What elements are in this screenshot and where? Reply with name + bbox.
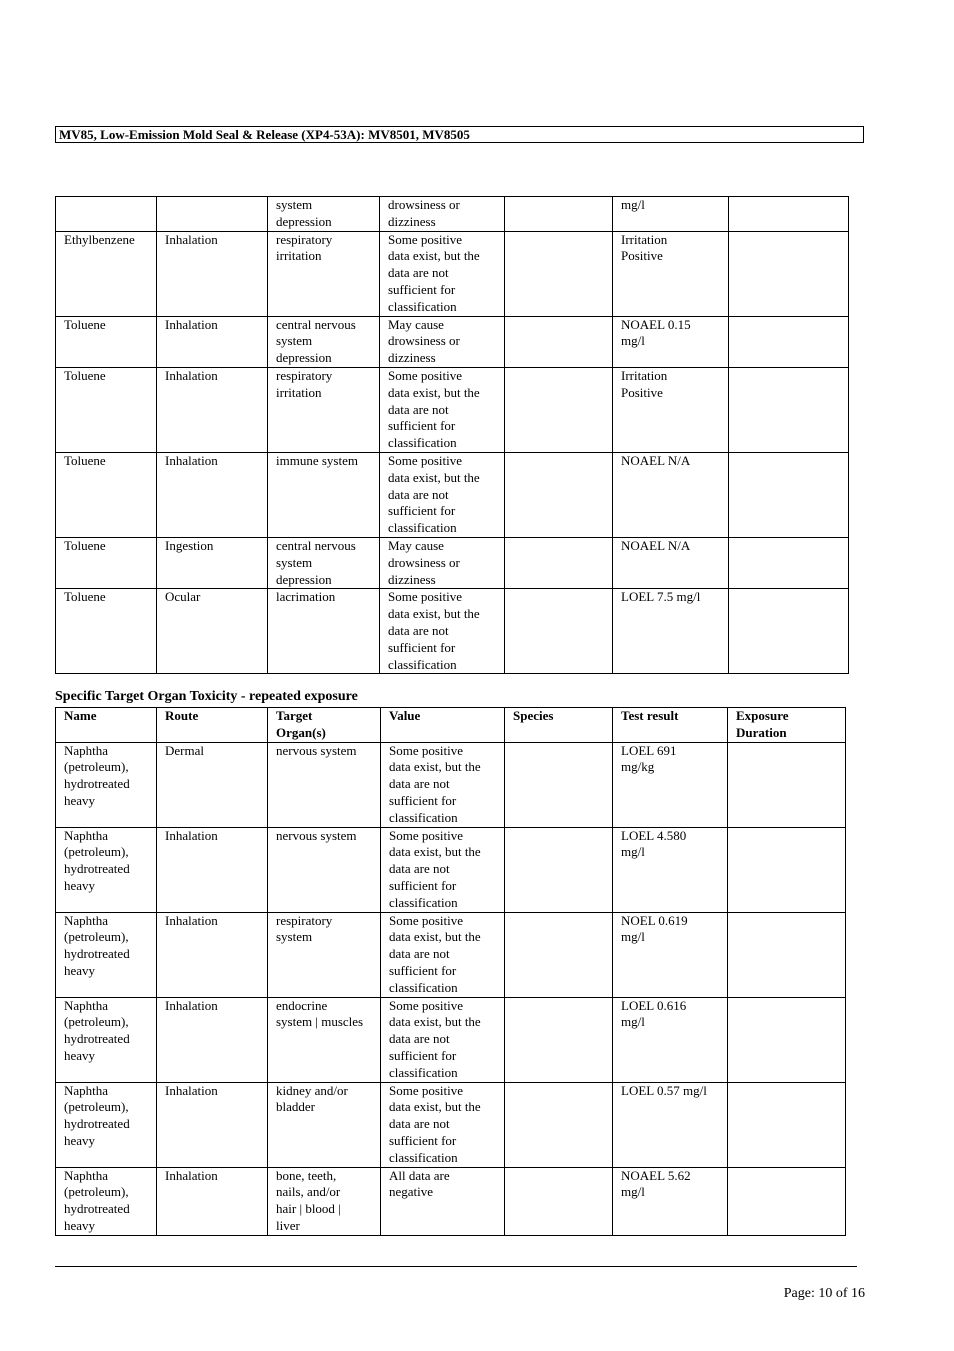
species-cell bbox=[505, 997, 613, 1082]
name-cell: Toluene bbox=[56, 367, 157, 452]
species-cell bbox=[505, 742, 613, 827]
page-number: Page: 10 of 16 bbox=[783, 1286, 865, 1301]
test-result-cell: mg/l bbox=[613, 197, 729, 232]
route-cell: Inhalation bbox=[157, 1167, 268, 1235]
species-cell bbox=[505, 367, 613, 452]
species-cell bbox=[505, 452, 613, 537]
species-cell bbox=[505, 1167, 613, 1235]
table-row bbox=[56, 537, 849, 588]
table-row bbox=[56, 997, 846, 1082]
value-cell: Some positive data exist, but the data are not sufficient for classification bbox=[381, 742, 505, 827]
exposure-duration-cell bbox=[729, 537, 849, 588]
table-row bbox=[56, 742, 846, 827]
test-result-cell: NOAEL N/A bbox=[613, 537, 729, 588]
exposure-duration-cell bbox=[729, 231, 849, 316]
value-cell: All data are negative bbox=[381, 1167, 505, 1235]
name-cell bbox=[56, 197, 157, 232]
test-result-cell: LOEL 0.57 mg/l bbox=[613, 1082, 728, 1167]
table-row bbox=[56, 827, 846, 912]
route-cell: Inhalation bbox=[157, 367, 268, 452]
name-cell: Naphtha (petroleum), hydrotreated heavy bbox=[56, 742, 157, 827]
exposure-duration-cell bbox=[729, 197, 849, 232]
table-header-row bbox=[56, 708, 846, 743]
test-result-cell: LOEL 0.616 mg/l bbox=[613, 997, 728, 1082]
route-cell: Ingestion bbox=[157, 537, 268, 588]
column-header-species: Species bbox=[505, 708, 613, 743]
exposure-duration-cell bbox=[729, 367, 849, 452]
target-organ-cell: central nervous system depression bbox=[268, 537, 380, 588]
route-cell: Inhalation bbox=[157, 1082, 268, 1167]
value-cell: drowsiness or dizziness bbox=[380, 197, 505, 232]
section-title-repeated-exposure: Specific Target Organ Toxicity - repeated exposure bbox=[55, 689, 358, 704]
route-cell: Inhalation bbox=[157, 912, 268, 997]
target-organ-cell: endocrine system | muscles bbox=[268, 997, 381, 1082]
species-cell bbox=[505, 197, 613, 232]
table-row bbox=[56, 1167, 846, 1235]
exposure-duration-cell bbox=[728, 1167, 846, 1235]
table-row bbox=[56, 1082, 846, 1167]
column-header-exposure-duration: Exposure Duration bbox=[728, 708, 846, 743]
target-organ-cell: immune system bbox=[268, 452, 380, 537]
route-cell bbox=[157, 197, 268, 232]
exposure-duration-cell bbox=[729, 452, 849, 537]
column-header-value: Value bbox=[381, 708, 505, 743]
name-cell: Ethylbenzene bbox=[56, 231, 157, 316]
table-row bbox=[56, 912, 846, 997]
target-organ-cell: system depression bbox=[268, 197, 380, 232]
target-organ-cell: nervous system bbox=[268, 742, 381, 827]
species-cell bbox=[505, 316, 613, 367]
exposure-duration-cell bbox=[729, 589, 849, 674]
route-cell: Inhalation bbox=[157, 452, 268, 537]
column-header-name: Name bbox=[56, 708, 157, 743]
route-cell: Ocular bbox=[157, 589, 268, 674]
species-cell bbox=[505, 537, 613, 588]
table-row bbox=[56, 316, 849, 367]
route-cell: Inhalation bbox=[157, 997, 268, 1082]
exposure-duration-cell bbox=[728, 1082, 846, 1167]
test-result-cell: NOEL 0.619 mg/l bbox=[613, 912, 728, 997]
target-organ-cell: respiratory system bbox=[268, 912, 381, 997]
value-cell: Some positive data exist, but the data are not sufficient for classification bbox=[380, 589, 505, 674]
test-result-cell: NOAEL N/A bbox=[613, 452, 729, 537]
exposure-duration-cell bbox=[728, 827, 846, 912]
test-result-cell: NOAEL 0.15 mg/l bbox=[613, 316, 729, 367]
name-cell: Naphtha (petroleum), hydrotreated heavy bbox=[56, 827, 157, 912]
value-cell: Some positive data exist, but the data are not sufficient for classification bbox=[380, 452, 505, 537]
column-header-target-organs: Target Organ(s) bbox=[268, 708, 381, 743]
name-cell: Toluene bbox=[56, 452, 157, 537]
target-organ-cell: bone, teeth, nails, and/or hair | blood | liver bbox=[268, 1167, 381, 1235]
test-result-cell: LOEL 691 mg/kg bbox=[613, 742, 728, 827]
test-result-cell: LOEL 7.5 mg/l bbox=[613, 589, 729, 674]
table-row bbox=[56, 197, 849, 232]
column-header-route: Route bbox=[157, 708, 268, 743]
value-cell: Some positive data exist, but the data are not sufficient for classification bbox=[381, 1082, 505, 1167]
species-cell bbox=[505, 231, 613, 316]
name-cell: Toluene bbox=[56, 589, 157, 674]
document-title-bar: MV85, Low-Emission Mold Seal & Release (XP4-53A): MV8501, MV8505 bbox=[55, 126, 864, 143]
name-cell: Naphtha (petroleum), hydrotreated heavy bbox=[56, 1082, 157, 1167]
exposure-duration-cell bbox=[728, 912, 846, 997]
value-cell: May cause drowsiness or dizziness bbox=[380, 537, 505, 588]
value-cell: May cause drowsiness or dizziness bbox=[380, 316, 505, 367]
value-cell: Some positive data exist, but the data are not sufficient for classification bbox=[380, 231, 505, 316]
table-row bbox=[56, 589, 849, 674]
value-cell: Some positive data exist, but the data are not sufficient for classification bbox=[381, 912, 505, 997]
species-cell bbox=[505, 1082, 613, 1167]
route-cell: Dermal bbox=[157, 742, 268, 827]
repeated-exposure-table bbox=[55, 707, 846, 1236]
target-organ-cell: central nervous system depression bbox=[268, 316, 380, 367]
route-cell: Inhalation bbox=[157, 827, 268, 912]
species-cell bbox=[505, 912, 613, 997]
exposure-duration-cell bbox=[728, 742, 846, 827]
table-row bbox=[56, 231, 849, 316]
column-header-test-result: Test result bbox=[613, 708, 728, 743]
value-cell: Some positive data exist, but the data are not sufficient for classification bbox=[380, 367, 505, 452]
value-cell: Some positive data exist, but the data are not sufficient for classification bbox=[381, 827, 505, 912]
name-cell: Naphtha (petroleum), hydrotreated heavy bbox=[56, 997, 157, 1082]
target-organ-cell: respiratory irritation bbox=[268, 367, 380, 452]
test-result-cell: NOAEL 5.62 mg/l bbox=[613, 1167, 728, 1235]
name-cell: Naphtha (petroleum), hydrotreated heavy bbox=[56, 1167, 157, 1235]
species-cell bbox=[505, 589, 613, 674]
route-cell: Inhalation bbox=[157, 231, 268, 316]
route-cell: Inhalation bbox=[157, 316, 268, 367]
table-row bbox=[56, 367, 849, 452]
table-row bbox=[56, 452, 849, 537]
target-organ-cell: kidney and/or bladder bbox=[268, 1082, 381, 1167]
test-result-cell: Irritation Positive bbox=[613, 367, 729, 452]
target-organ-cell: respiratory irritation bbox=[268, 231, 380, 316]
name-cell: Toluene bbox=[56, 537, 157, 588]
exposure-duration-cell bbox=[729, 316, 849, 367]
test-result-cell: LOEL 4.580 mg/l bbox=[613, 827, 728, 912]
footer-divider bbox=[55, 1266, 857, 1267]
target-organ-cell: lacrimation bbox=[268, 589, 380, 674]
value-cell: Some positive data exist, but the data are not sufficient for classification bbox=[381, 997, 505, 1082]
exposure-duration-cell bbox=[728, 997, 846, 1082]
species-cell bbox=[505, 827, 613, 912]
name-cell: Toluene bbox=[56, 316, 157, 367]
single-exposure-table-continued bbox=[55, 196, 849, 674]
target-organ-cell: nervous system bbox=[268, 827, 381, 912]
test-result-cell: Irritation Positive bbox=[613, 231, 729, 316]
name-cell: Naphtha (petroleum), hydrotreated heavy bbox=[56, 912, 157, 997]
